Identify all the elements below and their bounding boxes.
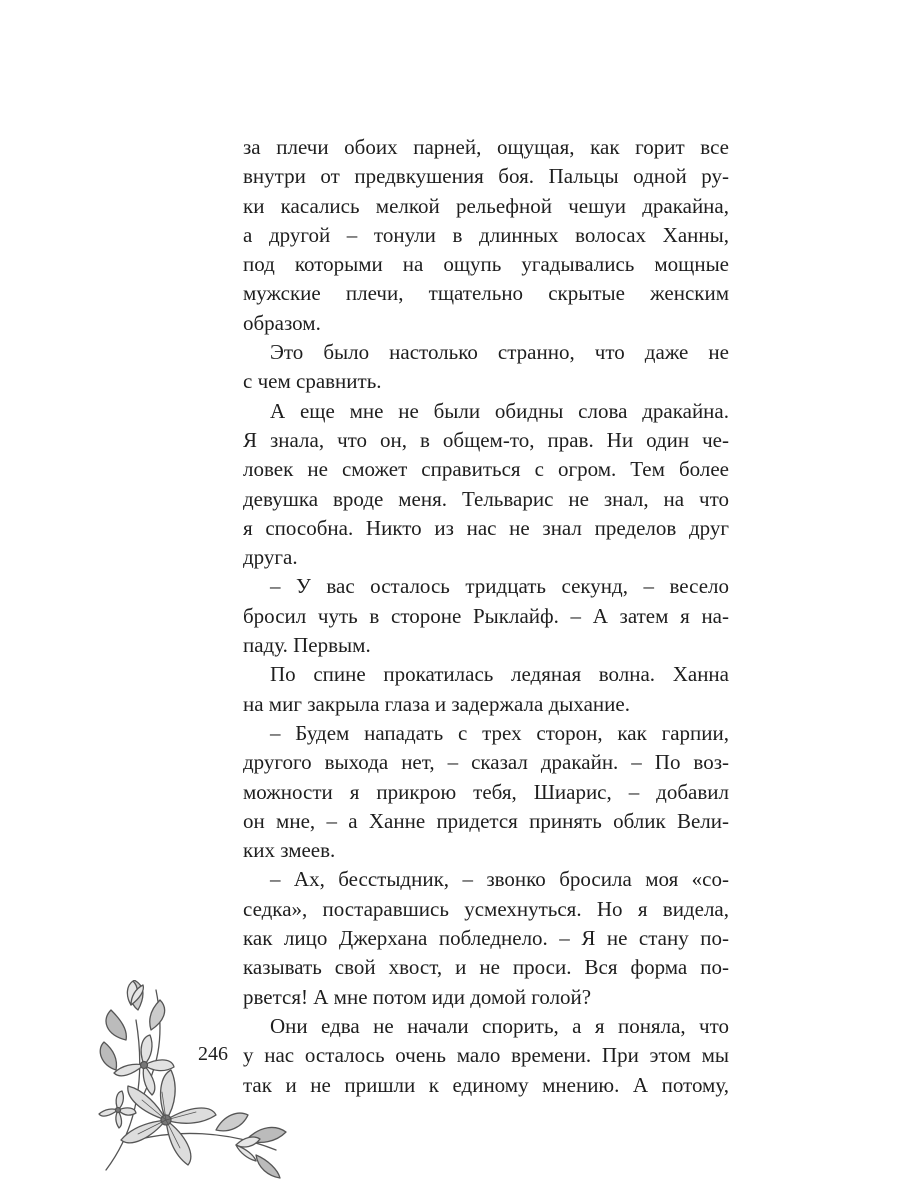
text-line: он мне, – а Ханне придется принять облик Вели-: [243, 808, 729, 833]
text-line: я способна. Никто из нас не знал пределов друг: [243, 515, 729, 540]
text-line: ких змеев.: [243, 838, 336, 863]
text-line: мужские плечи, тщательно скрытые женским: [243, 281, 729, 306]
text-line: ки касались мелкой рельефной чешуи дракайна,: [243, 193, 729, 218]
text-line: седка», постаравшись усмехнуться. Но я видела,: [243, 896, 729, 921]
text-line: на миг закрыла глаза и задержала дыхание.: [243, 691, 630, 716]
text-line: внутри от предвкушения боя. Пальцы одной ру-: [243, 164, 729, 189]
text-line: Они едва не начали спорить, а я поняла, что: [270, 1013, 729, 1038]
text-line: – У вас осталось тридцать секунд, – весело: [270, 574, 729, 599]
floral-ornament-icon: [96, 980, 296, 1180]
text-line: бросил чуть в стороне Рыклайф. – А затем я на-: [243, 603, 729, 628]
text-line: казывать свой хвост, и не проси. Вся форма по-: [243, 955, 729, 980]
text-line: По спине прокатилась ледяная волна. Ханна: [270, 662, 729, 687]
text-line: друга.: [243, 545, 298, 570]
text-line: А еще мне не были обидны слова дракайна.: [270, 398, 729, 423]
text-line: ловек не сможет справиться с огром. Тем более: [243, 457, 729, 482]
text-line: паду. Первым.: [243, 633, 371, 658]
text-line: под которыми на ощупь угадывались мощные: [243, 252, 729, 277]
text-line: – Будем нападать с трех сторон, как гарпии,: [270, 720, 729, 745]
text-line: можности я прикрою тебя, Шиарис, – добавил: [243, 779, 729, 804]
text-line: другого выхода нет, – сказал дракайн. – По воз-: [243, 750, 729, 775]
text-line: с чем сравнить.: [243, 369, 382, 394]
page-number: 246: [198, 1043, 228, 1065]
text-line: Это было настолько странно, что даже не: [270, 340, 729, 365]
text-line: образом.: [243, 310, 321, 335]
text-line: Я знала, что он, в общем-то, прав. Ни один че-: [243, 427, 729, 452]
text-line: так и не пришли к единому мнению. А потому,: [243, 1072, 729, 1097]
text-line: девушка вроде меня. Тельварис не знал, на что: [243, 486, 729, 511]
text-line: как лицо Джерхана побледнело. – Я не стану по-: [243, 926, 729, 951]
body-text: [243, 133, 729, 1100]
text-line: у нас осталось очень мало времени. При этом мы: [243, 1043, 729, 1068]
text-line: рвется! А мне потом иди домой голой?: [243, 984, 592, 1009]
text-line: – Ах, бесстыдник, – звонко бросила моя «со-: [270, 867, 729, 892]
text-line: за плечи обоих парней, ощущая, как горит все: [243, 135, 729, 159]
text-line: а другой – тонули в длинных волосах Ханны,: [243, 222, 729, 247]
